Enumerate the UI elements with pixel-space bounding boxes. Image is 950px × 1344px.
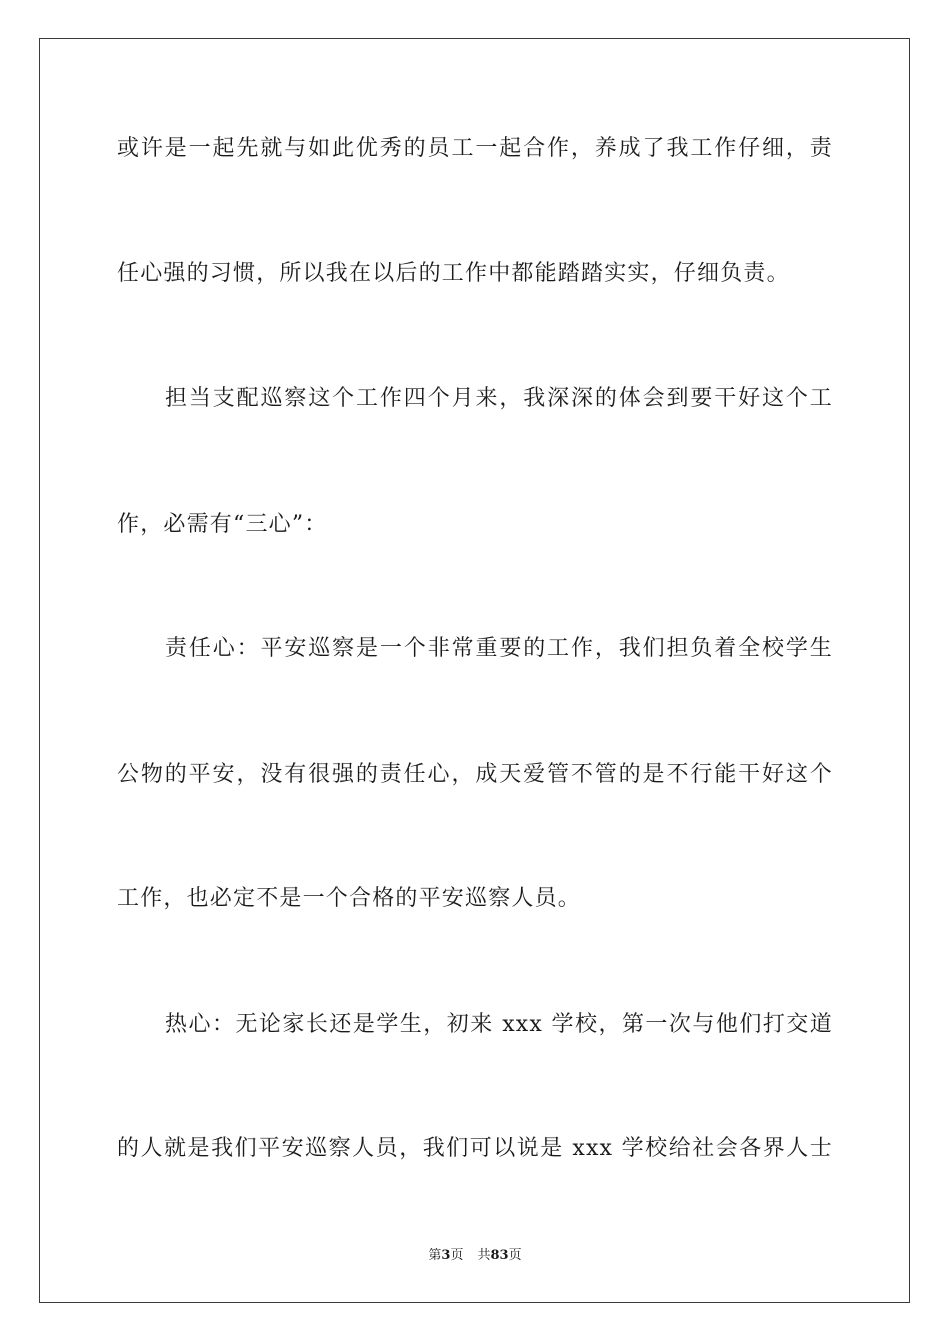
total-pages: 83: [490, 1248, 509, 1263]
text-line-8: 热心：无论家长还是学生，初来 xxx 学校，第一次与他们打交道: [165, 1012, 833, 1037]
page-frame: [39, 38, 910, 1303]
text-line-9: 的人就是我们平安巡察人员，我们可以说是 xxx 学校给社会各界人士: [117, 1136, 833, 1161]
text-line-5: 责任心：平安巡察是一个非常重要的工作，我们担负着全校学生: [165, 636, 833, 661]
text-line-2: 任心强的习惯，所以我在以后的工作中都能踏踏实实，仔细负责。: [117, 261, 790, 286]
total-suffix: 页: [508, 1248, 522, 1263]
text-line-6: 公物的平安，没有很强的责任心，成天爱管不管的是不行能干好这个: [117, 762, 833, 787]
page-number: 3: [441, 1248, 451, 1263]
total-prefix: 共: [477, 1248, 491, 1263]
page-footer: [0, 1247, 950, 1265]
text-line-3: 担当支配巡察这个工作四个月来，我深深的体会到要干好这个工: [165, 386, 833, 411]
page-suffix: 页: [450, 1248, 464, 1263]
text-line-7: 工作，也必定不是一个合格的平安巡察人员。: [117, 886, 582, 911]
text-line-1: 或许是一起先就与如此优秀的员工一起合作，养成了我工作仔细，责: [117, 136, 833, 161]
text-line-4: 作，必需有“三心”：: [117, 512, 328, 537]
page-prefix: 第: [428, 1248, 442, 1263]
